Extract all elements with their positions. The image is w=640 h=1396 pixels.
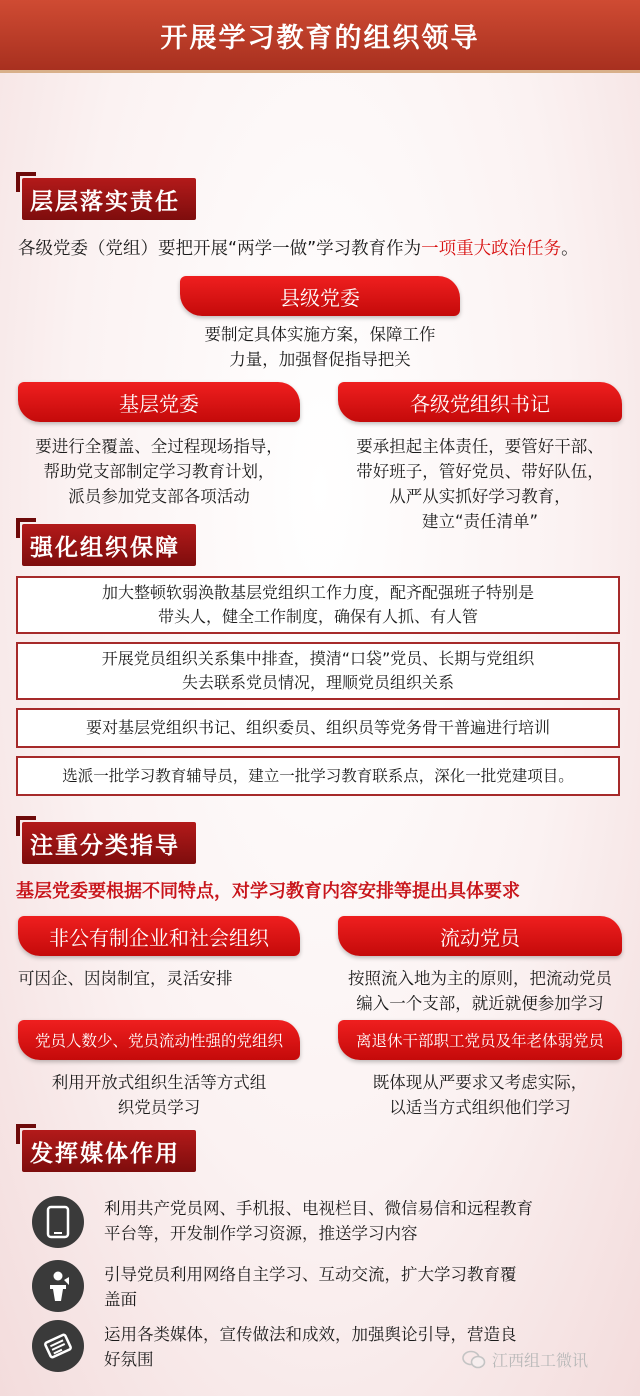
item-line: 加大整顿软弱涣散基层党组织工作力度，配齐配强班子特别是 [101, 583, 534, 602]
desc-line: 织党员学习 [117, 1098, 201, 1117]
speaker-podium-icon [32, 1260, 84, 1312]
page-title: 开展学习教育的组织领导 [160, 22, 480, 54]
pill-label: 非公有制企业和社会组织 [49, 925, 269, 950]
newspaper-icon [32, 1320, 84, 1372]
media-line: 利用共产党员网、手机报、电视栏目、微信易信和远程教育 [104, 1199, 533, 1218]
county-committee-desc [150, 322, 490, 372]
pill-label: 各级党组织书记 [410, 391, 550, 416]
guidance-lead: 基层党委要根据不同特点，对学习教育内容安排等提出具体要求 [16, 881, 520, 902]
media-item [104, 1262, 604, 1312]
pill-label: 县级党委 [280, 285, 360, 310]
county-committee-label [180, 276, 460, 316]
desc-line: 以适当方式组织他们学习 [389, 1098, 571, 1117]
item-line: 选派一批学习教育辅导员，建立一批学习教育联系点，深化一批党建项目。 [62, 767, 574, 785]
pill-label: 党员人数少、党员流动性强的党组织 [34, 1032, 283, 1050]
watermark-text: 江西组工微讯 [492, 1351, 589, 1370]
desc-line: 既体现从严要求又考虑实际， [372, 1073, 588, 1092]
desc-line: 要进行全覆盖、全过程现场指导， [35, 437, 283, 456]
guarantee-item [16, 756, 620, 796]
section-heading-classified-guidance [22, 822, 196, 864]
desc-line: 要制定具体实施方案，保障工作 [204, 325, 436, 344]
desc-line: 可因企、因岗制宜，灵活安排 [18, 969, 233, 988]
desc-line: 力量，加强督促指导把关 [229, 350, 411, 369]
item-line: 失去联系党员情况，理顺党员组织关系 [181, 673, 454, 692]
grassroots-committee-label [18, 382, 300, 422]
desc-line: 按照流入地为主的原则，把流动党员 [348, 969, 612, 988]
group-desc-mobile-members [326, 966, 634, 1016]
group-desc-retired [326, 1070, 634, 1120]
wechat-icon [462, 1350, 486, 1370]
media-line: 平台等，开发制作学习资源，推送学习内容 [104, 1224, 418, 1243]
pill-label: 基层党委 [119, 391, 199, 416]
desc-line: 带好班子，管好党员、带好队伍， [356, 462, 604, 481]
section-heading-text: 发挥媒体作用 [30, 1140, 180, 1167]
intro-end: 。 [561, 239, 579, 259]
desc-line: 帮助党支部制定学习教育计划， [43, 462, 275, 481]
desc-line: 派员参加党支部各项活动 [68, 487, 250, 506]
guarantee-item [16, 642, 620, 700]
section-heading-text: 强化组织保障 [30, 534, 180, 561]
pill-label: 流动党员 [440, 925, 520, 950]
item-line: 带头人，健全工作制度，确保有人抓、有人管 [157, 607, 478, 626]
group-desc-small-orgs [14, 1070, 304, 1120]
item-line: 要对基层党组织书记、组织委员、组织员等党务骨干普遍进行培训 [85, 718, 550, 737]
media-item [104, 1196, 604, 1246]
group-label-small-orgs [18, 1020, 300, 1060]
media-line: 引导党员利用网络自主学习、互动交流，扩大学习教育覆 [104, 1265, 517, 1284]
section-heading-responsibility [22, 178, 196, 220]
group-label-retired [338, 1020, 622, 1060]
group-desc-nonpublic [18, 966, 280, 991]
desc-line: 从严从实抓好学习教育， [389, 487, 571, 506]
section-heading-text: 注重分类指导 [30, 832, 180, 859]
desc-line: 利用开放式组织生活等方式组 [51, 1073, 267, 1092]
group-label-nonpublic [18, 916, 300, 956]
pill-label: 离退休干部职工党员及年老体弱党员 [355, 1032, 604, 1050]
media-line: 运用各类媒体，宣传做法和成效，加强舆论引导，营造良 [104, 1325, 517, 1344]
guarantee-item [16, 576, 620, 634]
page-title-banner [0, 0, 640, 73]
secretaries-label [338, 382, 622, 422]
watermark [462, 1348, 588, 1371]
desc-line: 建立“责任清单” [421, 512, 539, 531]
desc-line: 要承担起主体责任，要管好干部、 [356, 437, 604, 456]
grassroots-committee-desc [6, 434, 312, 509]
desc-line: 编入一个支部，就近就便参加学习 [356, 994, 604, 1013]
secretaries-desc [326, 434, 634, 534]
section-heading-media [22, 1130, 196, 1172]
section-heading-text: 层层落实责任 [30, 188, 180, 215]
group-label-mobile-members [338, 916, 622, 956]
guarantee-item [16, 708, 620, 748]
media-line: 好氛围 [104, 1350, 154, 1369]
section-heading-guarantee [22, 524, 196, 566]
phone-icon [32, 1196, 84, 1248]
item-line: 开展党员组织关系集中排查，摸清“口袋”党员、长期与党组织 [101, 649, 535, 668]
media-line: 盖面 [104, 1290, 137, 1309]
section-intro [18, 234, 628, 264]
intro-highlight: 一项重大政治任务 [421, 239, 562, 259]
intro-text: 各级党委（党组）要把开展“两学一做”学习教育作为 [18, 239, 422, 259]
